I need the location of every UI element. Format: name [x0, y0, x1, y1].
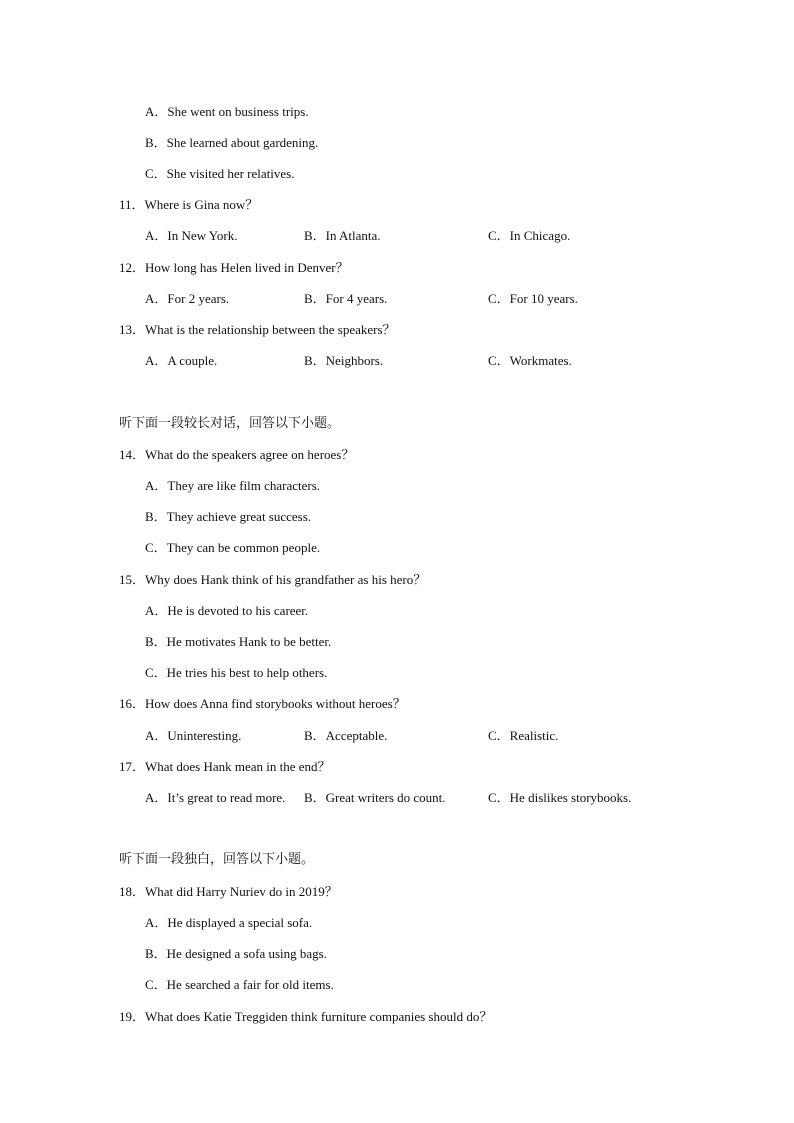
option-a: A．In New York.	[145, 228, 238, 243]
option-c: C．He searched a fair for old items.	[145, 977, 334, 992]
option-b: B．She learned about gardening.	[145, 135, 319, 150]
option-c: C．He tries his best to help others.	[145, 665, 328, 680]
option-c: C．She visited her relatives.	[145, 166, 295, 181]
option-b: B．Great writers do count.	[304, 790, 446, 805]
option-c: C．For 10 years.	[488, 291, 578, 306]
option-b: B．He designed a sofa using bags.	[145, 946, 327, 961]
option-a: A．For 2 years.	[145, 291, 230, 306]
question-stem: 16．How does Anna find storybooks without heroes？	[119, 696, 406, 711]
option-a: A．A couple.	[145, 353, 218, 368]
option-c: C．Realistic.	[488, 728, 559, 743]
question-stem: 15．Why does Hank think of his grandfather as his hero？	[119, 572, 427, 587]
option-b: B．He motivates Hank to be better.	[145, 634, 332, 649]
option-a: A．It’s great to read more.	[145, 790, 286, 805]
question-stem: 12．How long has Helen lived in Denver？	[119, 260, 349, 275]
option-a: A．Uninteresting.	[145, 728, 242, 743]
option-b: B．They achieve great success.	[145, 509, 312, 524]
question-stem: 13．What is the relationship between the speakers？	[119, 322, 396, 337]
option-a: A．He is devoted to his career.	[145, 603, 309, 618]
option-b: B．Neighbors.	[304, 353, 384, 368]
section-instruction: 听下面一段独白，回答以下小题。	[119, 852, 315, 867]
option-b: B．For 4 years.	[304, 291, 388, 306]
question-stem: 17．What does Hank mean in the end？	[119, 759, 331, 774]
option-c: C．They can be common people.	[145, 540, 321, 555]
option-c: C．He dislikes storybooks.	[488, 790, 632, 805]
option-c: C．Workmates.	[488, 353, 572, 368]
section-instruction: 听下面一段较长对话，回答以下小题。	[119, 416, 341, 431]
option-b: B．Acceptable.	[304, 728, 388, 743]
question-stem: 19．What does Katie Treggiden think furniture companies should do？	[119, 1009, 493, 1024]
option-a: A．She went on business trips.	[145, 104, 309, 119]
question-stem: 18．What did Harry Nuriev do in 2019？	[119, 884, 338, 899]
question-stem: 14．What do the speakers agree on heroes？	[119, 447, 355, 462]
option-b: B．In Atlanta.	[304, 228, 381, 243]
option-a: A．He displayed a special sofa.	[145, 915, 313, 930]
option-c: C．In Chicago.	[488, 228, 571, 243]
option-a: A．They are like film characters.	[145, 478, 321, 493]
question-stem: 11．Where is Gina now？	[119, 197, 259, 212]
